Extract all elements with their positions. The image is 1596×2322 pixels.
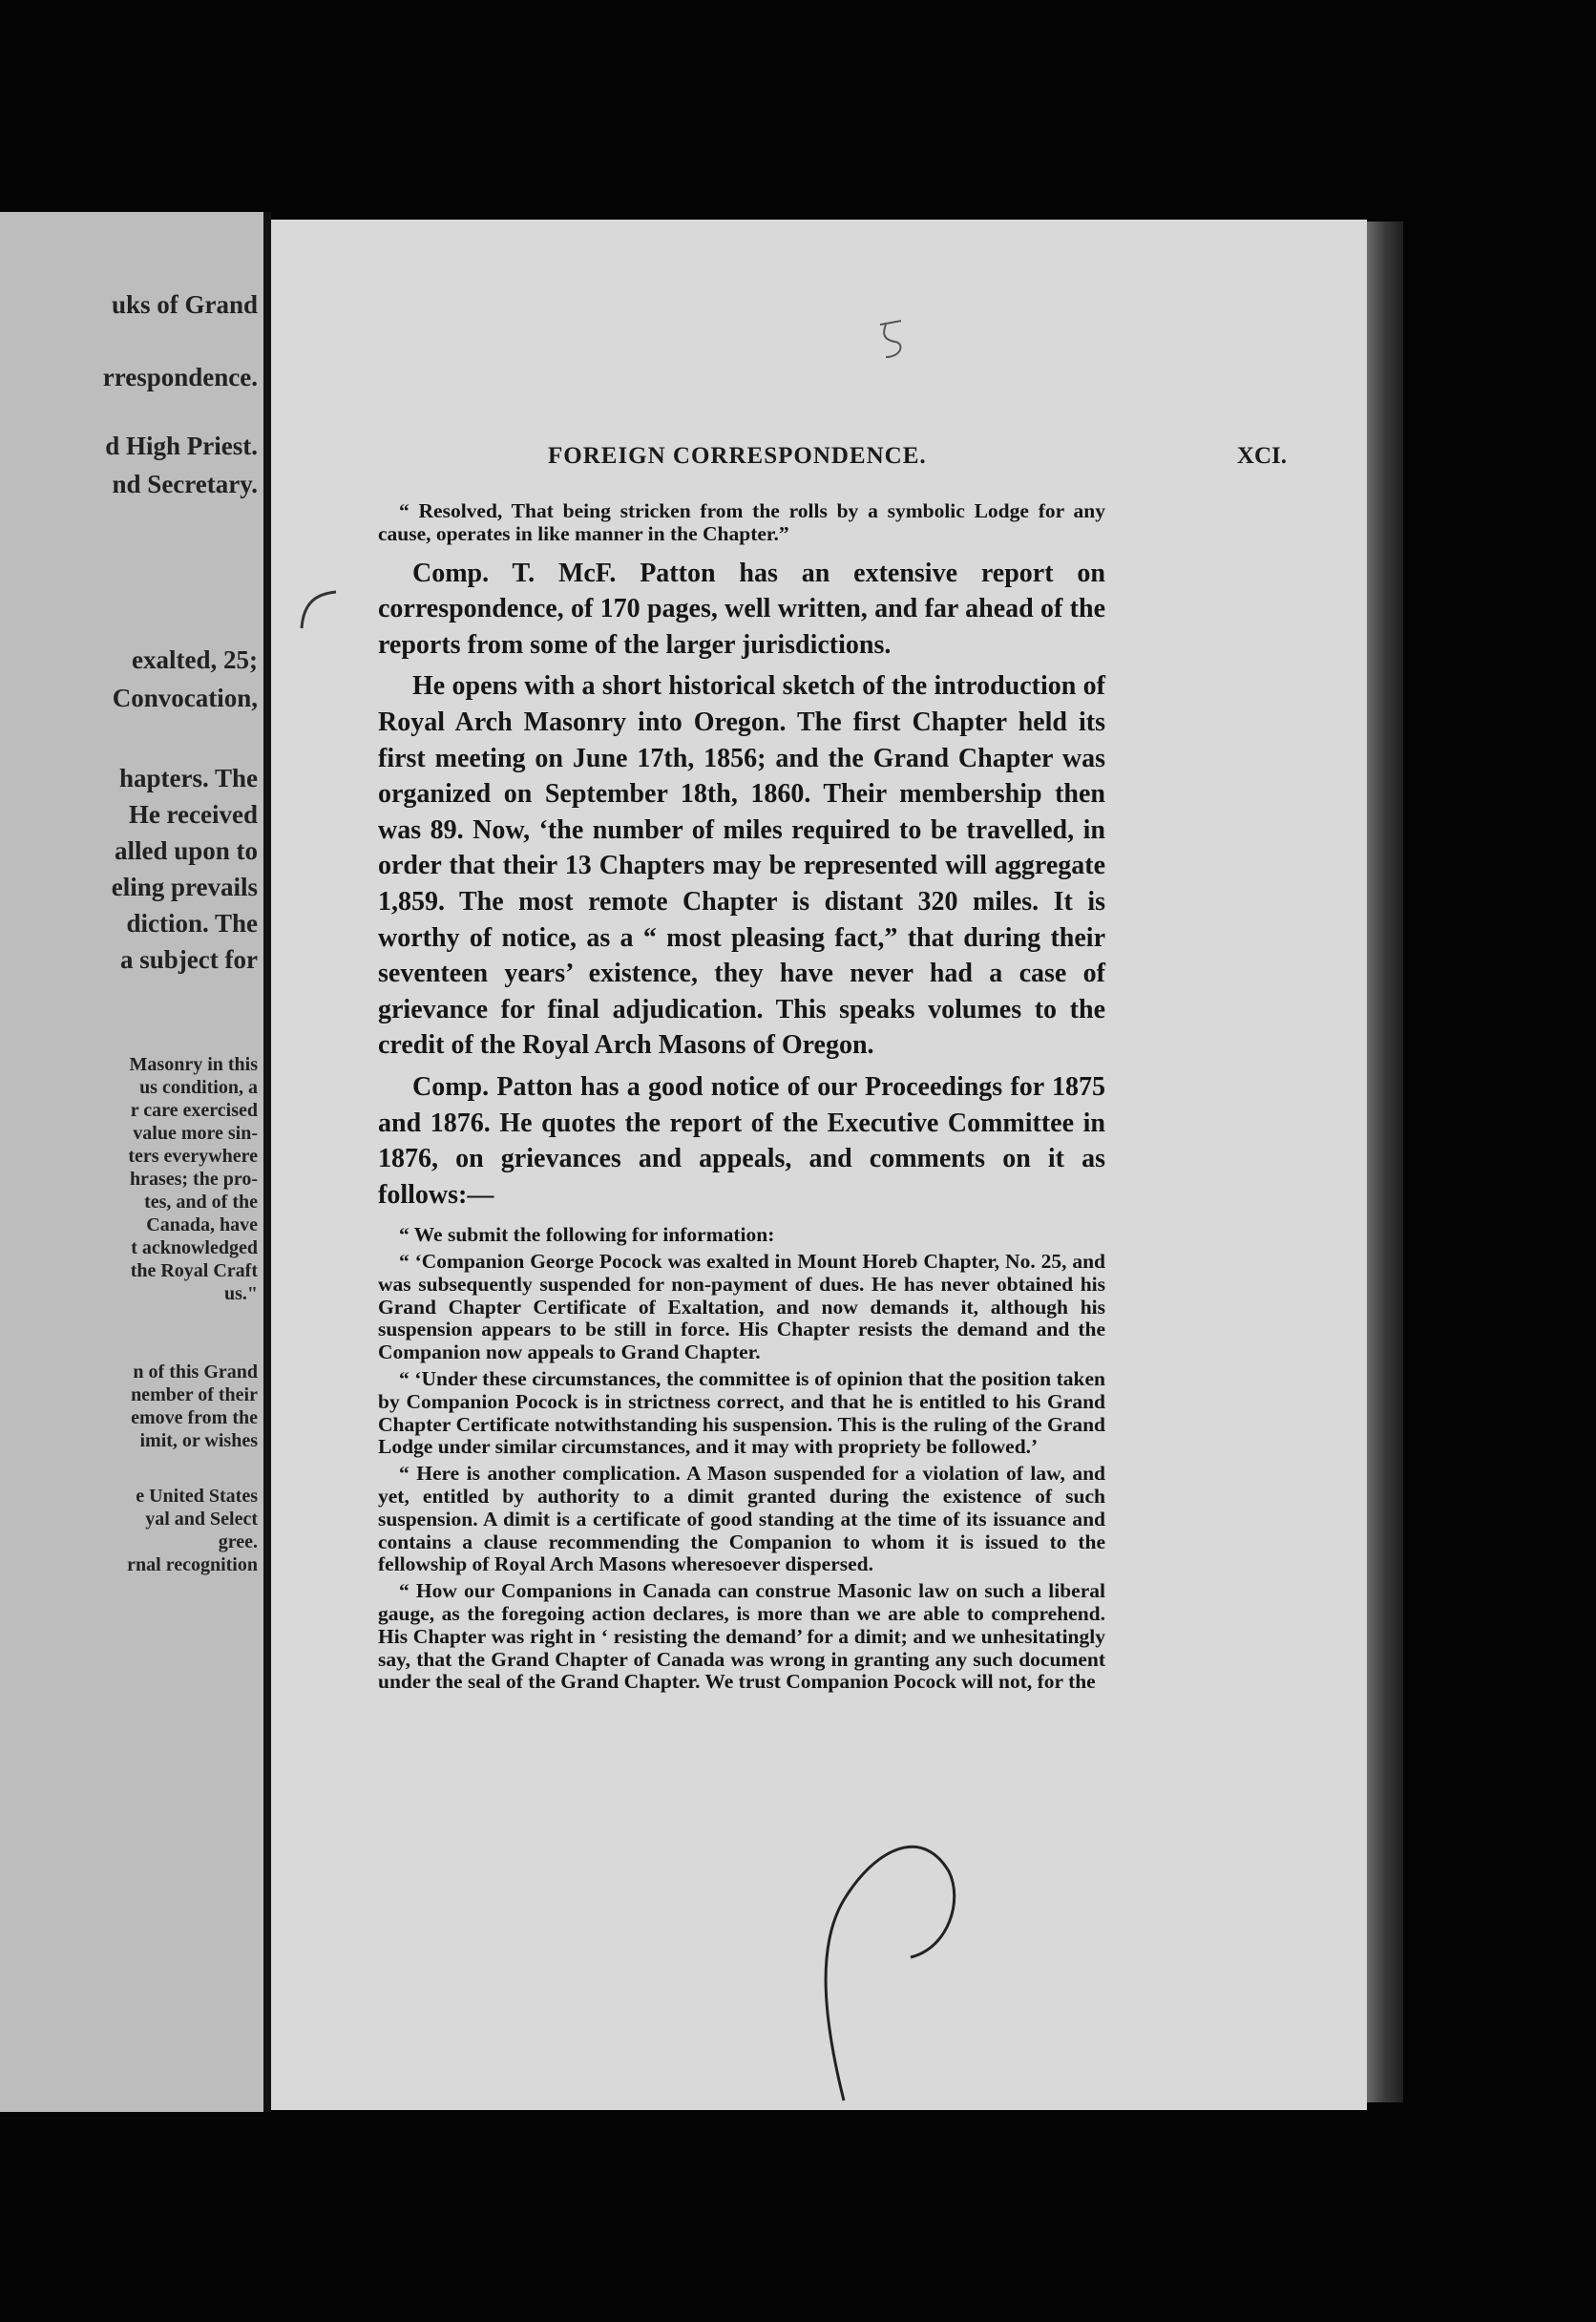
pencil-squiggle-bottom [806,1833,977,2110]
page-body [378,500,1105,1698]
left-page-line: ters everywhere [128,1146,258,1167]
left-page-line: yal and Select [145,1509,258,1530]
left-page-line: imit, or wishes [139,1430,258,1451]
left-page-line: exalted, 25; [132,645,258,674]
left-page-line: eling prevails [111,873,258,901]
left-page-line: the Royal Craft [130,1260,258,1281]
left-page-line: gree. [218,1531,258,1552]
left-page-line: value more sin- [133,1123,258,1144]
quote-submit: “ We submit the following for information: [399,1223,775,1247]
running-title: FOREIGN CORRESPONDENCE. [548,443,927,469]
left-page-line: hrases; the pro- [129,1169,258,1190]
left-page-line: rnal recognition [127,1554,258,1575]
paragraph-notice: Comp. Patton has a good notice of our Proceedings for 1875 and 1876. He quotes the report of the Executive Committee in 1876, on grievances and appeals, and comments on it as follows:— [378,1071,1105,1210]
left-page-line: t acknowledged [131,1237,258,1258]
left-page-line: e United States [136,1486,258,1507]
left-page-line: a subject for [120,945,258,974]
quote-pocock: “ ‘Companion George Pocock was exalted in Mount Horeb Chapter, No. 25, and was subsequently suspended for non-payment of dues. He has never obtained his Grand Chapter Certificate of Exaltation, and now demands it, although his suspension appears to be still in force. His Chapter resists the demand and the Companion now appeals to Grand Chapter. [378,1250,1105,1364]
left-page-line: tes, and of the [144,1192,258,1213]
left-page-line: nember of their [131,1384,258,1405]
left-page-line: r care exercised [130,1100,258,1121]
pencil-bracket-top [294,582,351,640]
left-page-line: us." [223,1283,258,1304]
left-page-line: emove from the [131,1407,258,1428]
book-page-edges [1367,222,1403,2102]
page-number: XCI. [1236,443,1287,469]
quote-canada: “ How our Companions in Canada can construe Masonic law on such a liberal gauge, as the foregoing action declares, is more than we are able to comprehend. His Chapter was right in ‘ resisting the demand’ for a dimit; and we unhesitatingly say, that the Grand Chapter of Canada was wrong in granting any such document under the seal of the Grand Chapter. We trust Companion Pocock will not, for the [378,1579,1105,1694]
page-gutter [263,212,271,2112]
left-page-line: uks of Grand [111,290,258,319]
left-page-line: rrespondence. [102,363,258,391]
paragraph-patton-report: Comp. T. McF. Patton has an extensive report on correspondence, of 170 pages, well written, and far ahead of the reports from some of the larger jurisdictions. [378,558,1105,660]
left-facing-page [0,212,263,2112]
left-page-line: alled upon to [114,836,258,865]
pencil-mark-top [872,315,920,372]
resolved-quote: “ Resolved, That being stricken from the rolls by a symbolic Lodge for any cause, operates in like manner in the Chapter.” [378,499,1105,545]
left-page-line: d High Priest. [105,432,258,460]
left-page-line: He received [128,800,258,829]
left-page-line: Convocation, [112,684,258,712]
left-page-line: n of this Grand [133,1362,258,1383]
left-page-line: Masonry in this [129,1054,258,1075]
quote-complication: “ Here is another complication. A Mason suspended for a violation of law, and yet, entitled by authority to a dimit granted during the existence of such suspension. A dimit is a certificate of good standing at the time of its issuance and contains a clause recommending the Companion to whom it is issued to the fellowship of Royal Arch Masons wheresoever dispersed. [378,1462,1105,1576]
left-page-line: hapters. The [118,764,258,792]
left-page-line: Canada, have [146,1214,258,1235]
quote-committee: “ ‘Under these circumstances, the committee is of opinion that the position taken by Companion Pocock is in strictness correct, and that he is entitled to his Grand Chapter Certificate notwithstanding his suspension. This is the ruling of the Grand Lodge under similar circumstances, and it may with propriety be followed.’ [378,1367,1105,1459]
left-page-line: us condition, a [139,1077,258,1098]
paragraph-history: He opens with a short historical sketch of the introduction of Royal Arch Masonry into Oregon. The first Chapter held its first meeting on June 17th, 1856; and the Grand Chapter was organized on September 18th, 1860. Their membership then was 89. Now, ‘the number of miles required to be travelled, in order that their 13 Chapters may be represented will aggregate 1,859. The most remote Chapter is distant 320 miles. It is worthy of notice, as a “ most pleasing fact,” that during their seventeen years’ existence, they have never had a case of grievance for final adjudication. This speaks volumes to the credit of the Royal Arch Masons of Oregon. [378,671,1105,1061]
left-page-line: nd Secretary. [112,470,258,498]
right-page [271,220,1367,2110]
left-page-line: diction. The [126,909,258,938]
